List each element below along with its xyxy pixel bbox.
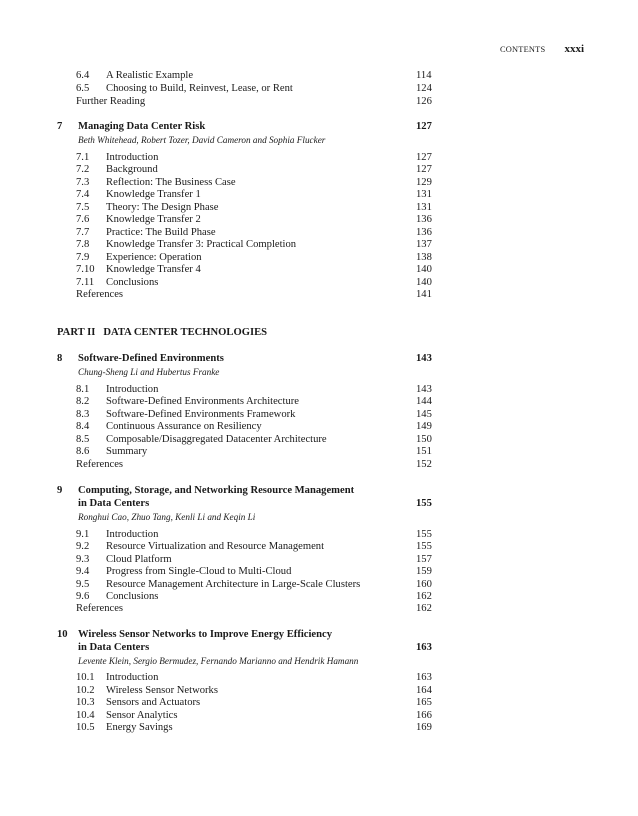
entry-title: Introduction xyxy=(106,384,159,395)
entry-page: 164 xyxy=(416,685,432,696)
entry-page: 150 xyxy=(416,434,432,445)
page-number: xxxi xyxy=(564,43,584,55)
chapter-title: Software-Defined Environments xyxy=(78,353,224,364)
chapter-page: 163 xyxy=(416,642,432,653)
entry-number: 10.2 xyxy=(76,685,95,696)
entry-title: Background xyxy=(106,164,158,175)
chapter-title: Managing Data Center Risk xyxy=(78,121,206,132)
chapter-title-line-1: Computing, Storage, and Networking Resource Management xyxy=(78,485,355,496)
entry-page: 114 xyxy=(416,70,432,81)
chapter-title-line-2: in Data Centers xyxy=(78,642,150,653)
toc-entry[interactable] xyxy=(0,721,638,734)
entry-page: 166 xyxy=(416,710,432,721)
part-heading[interactable] xyxy=(57,326,275,339)
chapter-page: 155 xyxy=(416,498,432,509)
entry-page: 155 xyxy=(416,541,432,552)
entry-title: Software-Defined Environments Framework xyxy=(106,409,296,420)
entry-page: 157 xyxy=(416,554,432,565)
entry-number: 9.2 xyxy=(76,541,90,552)
entry-page: 151 xyxy=(416,446,432,457)
entry-page: 126 xyxy=(416,96,432,107)
entry-page: 162 xyxy=(416,591,432,602)
chapter-number: 10 xyxy=(57,629,68,640)
entry-title: Further Reading xyxy=(76,96,146,107)
chapter-page: 143 xyxy=(416,353,432,364)
toc-entry[interactable] xyxy=(0,263,638,276)
entry-number: 9.3 xyxy=(76,554,90,565)
entry-number: 8.1 xyxy=(76,384,90,395)
chapter-page: 127 xyxy=(416,121,432,132)
entry-title: References xyxy=(76,289,124,300)
entry-title: Conclusions xyxy=(106,277,159,288)
entry-number: 7.2 xyxy=(76,164,90,175)
toc-entry[interactable] xyxy=(0,288,638,301)
entry-title: Resource Management Architecture in Large-Scale Clusters xyxy=(106,579,361,590)
entry-number: 9.6 xyxy=(76,591,90,602)
chapter-title-line-2: in Data Centers xyxy=(78,498,150,509)
entry-number: 7.7 xyxy=(76,227,90,238)
entry-page: 140 xyxy=(416,277,432,288)
entry-page: 165 xyxy=(416,697,432,708)
entry-page: 160 xyxy=(416,579,432,590)
entry-number: 6.4 xyxy=(76,70,90,81)
entry-title: Knowledge Transfer 4 xyxy=(106,264,201,275)
toc-entry[interactable] xyxy=(0,82,638,95)
entry-title: Cloud Platform xyxy=(106,554,172,565)
entry-title: Progress from Single-Cloud to Multi-Cloud xyxy=(106,566,292,577)
running-header-label: CONTENTS xyxy=(500,45,546,54)
toc-entry[interactable] xyxy=(0,163,638,176)
entry-number: 7.10 xyxy=(76,264,95,275)
entry-number: 8.6 xyxy=(76,446,90,457)
entry-page: 137 xyxy=(416,239,432,250)
entry-page: 136 xyxy=(416,214,432,225)
chapter-10-authors: Levente Klein, Sergio Bermudez, Fernando Marianno and Hendrik Hamann xyxy=(78,656,359,666)
entry-page: 143 xyxy=(416,384,432,395)
toc-entry[interactable] xyxy=(0,540,638,553)
entry-number: 9.1 xyxy=(76,529,90,540)
entry-title: Theory: The Design Phase xyxy=(106,202,219,213)
entry-page: 163 xyxy=(416,672,432,683)
entry-title: References xyxy=(76,459,124,470)
entry-number: 7.4 xyxy=(76,189,90,200)
entry-number: 7.3 xyxy=(76,177,90,188)
entry-number: 9.4 xyxy=(76,566,90,577)
entry-number: 8.2 xyxy=(76,396,90,407)
entry-page: 140 xyxy=(416,264,432,275)
entry-title: Summary xyxy=(106,446,148,457)
entry-title: Introduction xyxy=(106,152,159,163)
entry-page: 159 xyxy=(416,566,432,577)
chapter-number: 7 xyxy=(57,121,63,132)
toc-entry[interactable] xyxy=(0,602,638,615)
entry-number: 7.6 xyxy=(76,214,90,225)
chapter-7-authors: Beth Whitehead, Robert Tozer, David Cameron and Sophia Flucker xyxy=(78,135,326,145)
entry-page: 155 xyxy=(416,529,432,540)
entry-number: 8.5 xyxy=(76,434,90,445)
chapter-8-authors: Chung-Sheng Li and Hubertus Franke xyxy=(78,367,220,377)
entry-title: A Realistic Example xyxy=(106,70,194,81)
entry-page: 152 xyxy=(416,459,432,470)
toc-entry[interactable] xyxy=(0,213,638,226)
entry-title: References xyxy=(76,603,124,614)
entry-title: Knowledge Transfer 3: Practical Completion xyxy=(106,239,297,250)
toc-entry[interactable] xyxy=(0,696,638,709)
entry-title: Introduction xyxy=(106,672,159,683)
toc-entry[interactable] xyxy=(0,238,638,251)
entry-number: 10.5 xyxy=(76,722,95,733)
toc-entry[interactable] xyxy=(0,458,638,471)
entry-title: Choosing to Build, Reinvest, Lease, or Rent xyxy=(106,83,293,94)
entry-title: Software-Defined Environments Architecture xyxy=(106,396,299,407)
entry-title: Composable/Disaggregated Datacenter Architecture xyxy=(106,434,327,445)
entry-title: Sensors and Actuators xyxy=(106,697,201,708)
entry-title: Knowledge Transfer 2 xyxy=(106,214,201,225)
entry-number: 6.5 xyxy=(76,83,90,94)
entry-title: Sensor Analytics xyxy=(106,710,178,721)
entry-page: 131 xyxy=(416,202,432,213)
entry-number: 7.5 xyxy=(76,202,90,213)
part-title: DATA CENTER TECHNOLOGIES xyxy=(103,327,268,338)
entry-page: 144 xyxy=(416,396,432,407)
entry-title: Practice: The Build Phase xyxy=(106,227,216,238)
toc-entry[interactable] xyxy=(0,188,638,201)
entry-page: 127 xyxy=(416,152,432,163)
entry-title: Knowledge Transfer 1 xyxy=(106,189,201,200)
toc-entry[interactable] xyxy=(0,445,638,458)
entry-number: 10.3 xyxy=(76,697,95,708)
entry-title: Wireless Sensor Networks xyxy=(106,685,218,696)
toc-entry[interactable] xyxy=(0,395,638,408)
chapter-number: 9 xyxy=(57,485,63,496)
entry-page: 149 xyxy=(416,421,432,432)
chapter-number: 8 xyxy=(57,353,63,364)
entry-page: 129 xyxy=(416,177,432,188)
toc-entry[interactable] xyxy=(0,69,638,82)
running-header xyxy=(500,43,584,57)
entry-title: Continuous Assurance on Resiliency xyxy=(106,421,262,432)
toc-entry[interactable] xyxy=(0,95,638,108)
entry-number: 8.3 xyxy=(76,409,90,420)
toc-entry[interactable] xyxy=(0,565,638,578)
entry-title: Energy Savings xyxy=(106,722,173,733)
entry-page: 138 xyxy=(416,252,432,263)
entry-title: Conclusions xyxy=(106,591,159,602)
entry-number: 9.5 xyxy=(76,579,90,590)
entry-number: 10.4 xyxy=(76,710,95,721)
chapter-title-line-1: Wireless Sensor Networks to Improve Energy Efficiency xyxy=(78,629,333,640)
toc-entry[interactable] xyxy=(0,671,638,684)
entry-title: Introduction xyxy=(106,529,159,540)
entry-title: Reflection: The Business Case xyxy=(106,177,236,188)
entry-page: 162 xyxy=(416,603,432,614)
entry-number: 8.4 xyxy=(76,421,90,432)
entry-title: Resource Virtualization and Resource Management xyxy=(106,541,325,552)
entry-number: 7.8 xyxy=(76,239,90,250)
entry-number: 7.11 xyxy=(76,277,95,288)
entry-number: 7.9 xyxy=(76,252,90,263)
entry-page: 124 xyxy=(416,83,432,94)
chapter-9-authors: Ronghui Cao, Zhuo Tang, Kenli Li and Keqin Li xyxy=(78,512,256,522)
entry-page: 141 xyxy=(416,289,432,300)
entry-number: 10.1 xyxy=(76,672,95,683)
toc-entry[interactable] xyxy=(0,420,638,433)
entry-number: 7.1 xyxy=(76,152,90,163)
part-label: PART II xyxy=(57,327,96,338)
entry-page: 136 xyxy=(416,227,432,238)
entry-page: 131 xyxy=(416,189,432,200)
entry-title: Experience: Operation xyxy=(106,252,202,263)
entry-page: 127 xyxy=(416,164,432,175)
entry-page: 145 xyxy=(416,409,432,420)
entry-page: 169 xyxy=(416,722,432,733)
